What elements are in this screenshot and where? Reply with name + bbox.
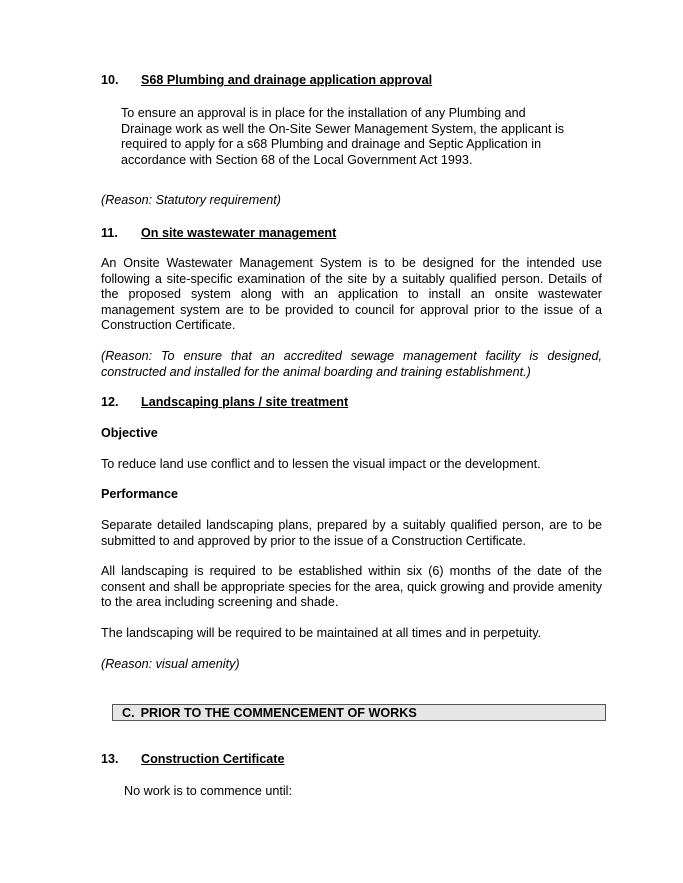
performance-paragraph-3: The landscaping will be required to be maintained at all times and in perpetuity. (101, 626, 542, 640)
condition-number: 11. (101, 226, 118, 240)
objective-text: To reduce land use conflict and to lessen the visual impact or the development. (101, 457, 541, 471)
performance-paragraph-1: Separate detailed landscaping plans, prepared by a suitably qualified person, are to be submitted to and approved by prior to the issue of a Construction Certificate. (101, 518, 602, 548)
condition-title: Construction Certificate (141, 752, 285, 766)
condition-10-body: To ensure an approval is in place for the installation of any Plumbing and Drainage work as well the On-Site Sewer Management System, the applicant is required to apply for a s68 Plumbing and drainage and Septic Application in accordance with Section 68 of the Local Government Act 1993. (121, 106, 565, 167)
condition-number: 12. (101, 395, 119, 409)
condition-11-body: An Onsite Wastewater Management System is to be designed for the intended use following a site-specific examination of the site by a suitably qualified person. Details of the proposed system along with an application to install an onsite wastewater management system are to be provided to council for approval prior to the issue of a Construction Certificate. (101, 256, 602, 332)
performance-label: Performance (101, 487, 178, 501)
condition-12-reason: (Reason: visual amenity) (101, 657, 240, 671)
condition-title: Landscaping plans / site treatment (141, 395, 349, 409)
condition-13-heading (101, 752, 284, 768)
condition-12-heading (101, 395, 348, 411)
condition-number: 13. (101, 752, 119, 766)
objective-label: Objective (101, 426, 158, 440)
performance-paragraph-2: All landscaping is required to be established within six (6) months of the date of the consent and shall be appropriate species for the area, quick growing and provide amenity to the area including screening and shade. (101, 564, 602, 609)
section-letter: C. (122, 706, 135, 720)
condition-title: On site wastewater management (141, 226, 337, 240)
condition-title: S68 Plumbing and drainage application approval (141, 73, 433, 87)
section-title: PRIOR TO THE COMMENCEMENT OF WORKS (140, 706, 417, 720)
condition-11-reason: (Reason: To ensure that an accredited sewage management facility is designed, constructed and installed for the animal boarding and training establishment.) (101, 349, 602, 379)
condition-11-heading (101, 226, 336, 242)
condition-10-heading (101, 73, 432, 89)
section-c-header (112, 704, 606, 721)
condition-13-body: No work is to commence until: (124, 784, 292, 798)
condition-10-reason: (Reason: Statutory requirement) (101, 193, 281, 207)
condition-number: 10. (101, 73, 119, 87)
